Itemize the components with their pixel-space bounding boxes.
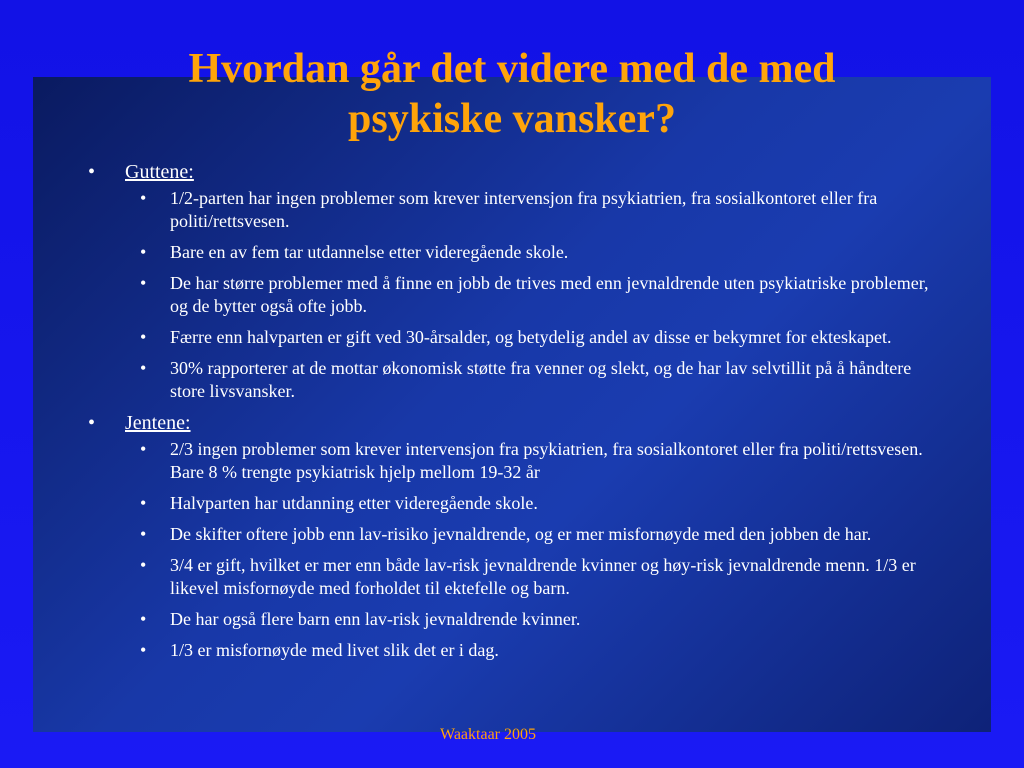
bullet-icon: • [140,555,147,575]
list-item-text: 3/4 er gift, hvilket er mer enn både lav-risk jevnaldrende kvinner og høy-risk jevnaldrende menn. 1/3 er likevel misfornøyde med forholdet til ektefelle og barn. [170,555,916,598]
bullet-icon: • [140,640,147,660]
bullet-icon: • [140,493,147,513]
list-item-text: 30% rapporterer at de mottar økonomisk støtte fra venner og slekt, og de har lav selvtillit på å håndtere store livsvansker. [170,358,912,401]
list-item [88,241,938,264]
slide-title [0,44,1024,144]
list-item-text: 1/2-parten har ingen problemer som krever intervensjon fra psykiatrien, fra sosialkontoret eller fra politi/rettsvesen. [170,188,878,231]
list-item-text: De har større problemer med å finne en jobb de trives med enn jevnaldrende uten psykiatriske problemer, og de bytter også ofte jobb. [170,273,929,316]
list-item [88,608,938,631]
bullet-icon: • [140,242,147,262]
list-item-text: Halvparten har utdanning etter videregående skole. [170,493,538,513]
title-line-1: Hvordan går det videre med de med [188,46,836,92]
bullet-icon: • [88,412,96,434]
bullet-icon: • [140,358,147,378]
bullet-icon: • [140,609,147,629]
title-line-2: psykiske vansker? [348,96,676,142]
section-jentene [88,411,938,662]
section-label: Guttene: [125,161,194,183]
list-item-text: De skifter oftere jobb enn lav-risiko jevnaldrende, og er mer misfornøyde med den jobben de har. [170,524,872,544]
bullet-icon: • [88,161,96,183]
list-item-text: 1/3 er misfornøyde med livet slik det er i dag. [170,640,499,660]
section-label: Jentene: [125,412,191,434]
list-item [88,554,938,600]
bullet-icon: • [140,524,147,544]
list-item [88,357,938,403]
list-item-text: Færre enn halvparten er gift ved 30-årsalder, og betydelig andel av disse er bekymret for ekteskapet. [170,327,892,347]
sublist-jentene [125,438,938,662]
bullet-icon: • [140,327,147,347]
footer-credit: Waaktaar 2005 [440,726,536,743]
list-item [88,492,938,515]
list-item [88,187,938,233]
list-item-text: 2/3 ingen problemer som krever intervensjon fra psykiatrien, fra sosialkontoret eller fra politi/rettsvesen. Bare 8 % trengte psykiatrisk hjelp mellom 19-32 år [170,439,923,482]
list-item-text: Bare en av fem tar utdannelse etter videregående skole. [170,242,569,262]
list-item [88,438,938,484]
bullet-icon: • [140,273,147,293]
bullet-icon: • [140,439,147,459]
sublist-guttene [125,187,938,403]
section-guttene [88,160,938,403]
list-item [88,326,938,349]
list-item [88,272,938,318]
list-item-text: De har også flere barn enn lav-risk jevnaldrende kvinner. [170,609,581,629]
bullet-content [88,160,938,670]
list-item [88,639,938,662]
list-item [88,523,938,546]
bullet-icon: • [140,188,147,208]
